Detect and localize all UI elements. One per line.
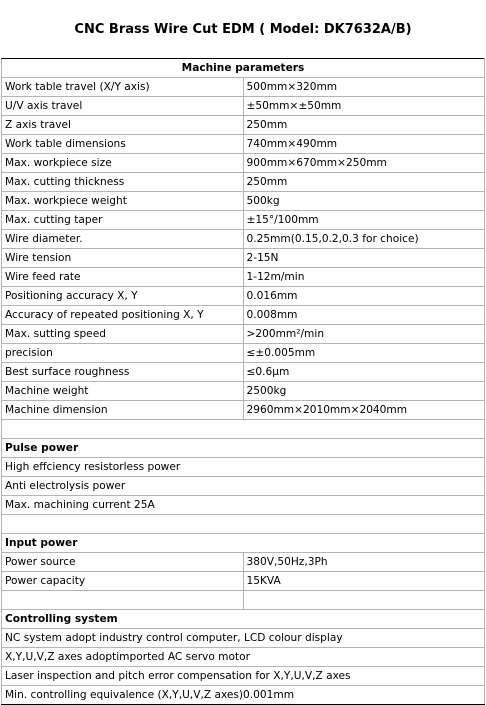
- controlling-system-header-row: [2, 610, 485, 629]
- table-row: [2, 135, 485, 154]
- table-row: [2, 401, 485, 420]
- table-row: [2, 648, 485, 667]
- param-value: 900mm×670mm×250mm: [243, 154, 485, 173]
- blank-cell: [243, 591, 485, 610]
- table-row: [2, 344, 485, 363]
- blank-row: [2, 591, 485, 610]
- table-row: [2, 116, 485, 135]
- param-value: 250mm: [243, 173, 485, 192]
- blank-row: [2, 515, 485, 534]
- param-label: U/V axis travel: [2, 97, 244, 116]
- param-value: 250mm: [243, 116, 485, 135]
- blank-cell: [2, 515, 485, 534]
- table-row: [2, 249, 485, 268]
- param-value: 1-12m/min: [243, 268, 485, 287]
- table-row: [2, 154, 485, 173]
- pulse-power-item: High effciency resistorless power: [2, 458, 485, 477]
- pulse-power-header-row: [2, 439, 485, 458]
- param-label: Max. sutting speed: [2, 325, 244, 344]
- param-value: 15KVA: [243, 572, 485, 591]
- section-header: Pulse power: [2, 439, 485, 458]
- param-label: Positioning accuracy X, Y: [2, 287, 244, 306]
- table-row: [2, 192, 485, 211]
- param-value: 500mm×320mm: [243, 78, 485, 97]
- param-value: ±15°/100mm: [243, 211, 485, 230]
- param-label: Accuracy of repeated positioning X, Y: [2, 306, 244, 325]
- param-value: 0.008mm: [243, 306, 485, 325]
- table-row: [2, 325, 485, 344]
- param-label: precision: [2, 344, 244, 363]
- param-label: Max. cutting thickness: [2, 173, 244, 192]
- controlling-system-item: Laser inspection and pitch error compensation for X,Y,U,V,Z axes: [2, 667, 485, 686]
- document-title: CNC Brass Wire Cut EDM ( Model: DK7632A/B): [74, 21, 412, 37]
- table-row: [2, 496, 485, 515]
- param-label: Max. workpiece weight: [2, 192, 244, 211]
- param-label: Best surface roughness: [2, 363, 244, 382]
- param-value: ≤0.6μm: [243, 363, 485, 382]
- param-value: 2500kg: [243, 382, 485, 401]
- param-label: Machine weight: [2, 382, 244, 401]
- param-label: Wire diameter.: [2, 230, 244, 249]
- param-value: 500kg: [243, 192, 485, 211]
- table-row: [2, 78, 485, 97]
- table-row: [2, 458, 485, 477]
- param-value: 2-15N: [243, 249, 485, 268]
- param-value: >200mm²/min: [243, 325, 485, 344]
- section-header: Controlling system: [2, 610, 485, 629]
- param-value: 0.016mm: [243, 287, 485, 306]
- blank-cell: [2, 420, 485, 439]
- controlling-system-item: X,Y,U,V,Z axes adoptimported AC servo motor: [2, 648, 485, 667]
- table-row: [2, 629, 485, 648]
- machine-parameters-header-row: [2, 59, 485, 78]
- param-label: Z axis travel: [2, 116, 244, 135]
- pulse-power-item: Max. machining current 25A: [2, 496, 485, 515]
- input-power-header-row: [2, 534, 485, 553]
- param-value: 2960mm×2010mm×2040mm: [243, 401, 485, 420]
- param-label: Power capacity: [2, 572, 244, 591]
- table-row: [2, 686, 485, 705]
- table-row: [2, 211, 485, 230]
- param-label: Power source: [2, 553, 244, 572]
- pulse-power-item: Anti electrolysis power: [2, 477, 485, 496]
- param-label: Max. cutting taper: [2, 211, 244, 230]
- table-row: [2, 667, 485, 686]
- table-row: [2, 553, 485, 572]
- section-header: Machine parameters: [2, 59, 485, 78]
- table-row: [2, 306, 485, 325]
- param-label: Machine dimension: [2, 401, 244, 420]
- table-row: [2, 268, 485, 287]
- param-label: Work table dimensions: [2, 135, 244, 154]
- controlling-system-item: NC system adopt industry control computer, LCD colour display: [2, 629, 485, 648]
- param-value: ≤±0.005mm: [243, 344, 485, 363]
- param-label: Max. workpiece size: [2, 154, 244, 173]
- table-row: [2, 287, 485, 306]
- table-row: [2, 477, 485, 496]
- table-row: [2, 363, 485, 382]
- param-label: Wire tension: [2, 249, 244, 268]
- table-row: [2, 382, 485, 401]
- param-value: 740mm×490mm: [243, 135, 485, 154]
- param-value: 0.25mm(0.15,0.2,0.3 for choice): [243, 230, 485, 249]
- controlling-system-item: Min. controlling equivalence (X,Y,U,V,Z axes)0.001mm: [2, 686, 485, 705]
- param-label: Work table travel (X/Y axis): [2, 78, 244, 97]
- blank-cell: [2, 591, 244, 610]
- table-row: [2, 173, 485, 192]
- table-row: [2, 97, 485, 116]
- blank-row: [2, 420, 485, 439]
- table-row: [2, 572, 485, 591]
- param-value: ±50mm×±50mm: [243, 97, 485, 116]
- param-label: Wire feed rate: [2, 268, 244, 287]
- param-value: 380V,50Hz,3Ph: [243, 553, 485, 572]
- table-row: [2, 230, 485, 249]
- section-header: Input power: [2, 534, 485, 553]
- spec-table: [1, 58, 485, 705]
